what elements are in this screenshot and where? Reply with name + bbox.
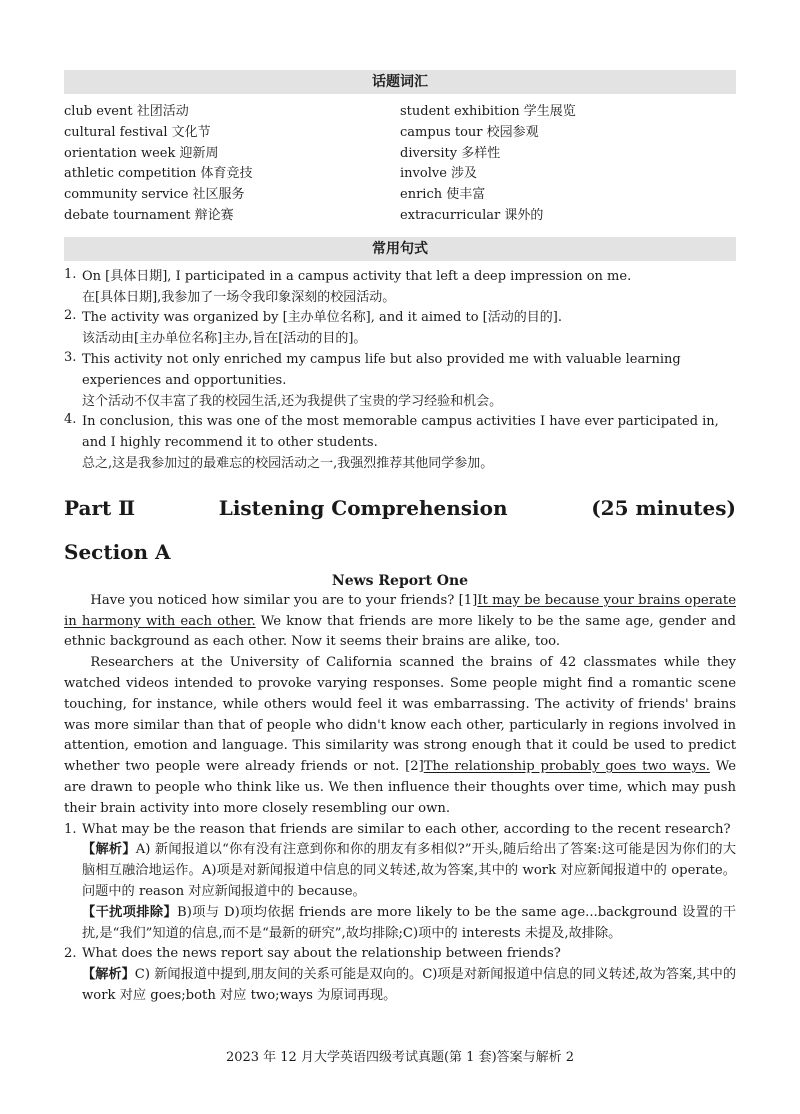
vocab-item: community service 社区服务: [64, 187, 245, 203]
paragraph-text: Have you noticed how similar you are to your friends? [1]: [90, 592, 478, 608]
paragraph-text: Researchers at the University of California scanned the brains of 42 classmates while they watched videos intended to provoke varying responses. Some people might find a romantic scene touching, for instance, while others would feel it was embarrassing. The activity of friends' brains was more similar than that of people who didn't know each other, particularly in regions involved in attention, emotion and language. This similarity was strong enough that it could be used to predict whether two people were already friends or not. [2]: [64, 655, 736, 775]
question-number: 1.: [64, 821, 77, 837]
sentence-chinese: 这个活动不仅丰富了我的校园生活,还为我提供了宝贵的学习经验和机会。: [82, 393, 503, 409]
vocab-item: diversity 多样性: [400, 145, 501, 161]
vocab-left-column: [64, 102, 400, 227]
news-report-title: News Report One: [331, 572, 469, 589]
sentence-english: This activity not only enriched my campus life but also provided me with valuable learning: [82, 351, 681, 367]
page-content: [64, 70, 736, 1007]
page-footer: 2023 年 12 月大学英语四级考试真题(第 1 套)答案与解析 2: [225, 1050, 575, 1065]
distractor-explanation: [64, 903, 736, 945]
sentence-item: [64, 267, 736, 309]
news-paragraph: [64, 591, 736, 653]
paragraph-text: We are drawn to people who think like us. We then influence their thoughts over time, which may push their brain activity into more closely resembling our own.: [64, 759, 736, 816]
news-paragraph: [64, 653, 736, 819]
vocab-list: [64, 102, 736, 227]
part-title: Listening Comprehension: [218, 495, 508, 520]
vocab-item: club event 社团活动: [64, 104, 189, 119]
question-number: 2.: [64, 946, 77, 962]
vocab-right-column: [400, 102, 736, 227]
sentence-number: 2.: [64, 308, 77, 324]
sentence-item: [64, 412, 736, 474]
question-text: What does the news report say about the relationship between friends?: [82, 946, 561, 962]
vocab-item: orientation week 迎新周: [64, 145, 219, 161]
sentence-english-cont: experiences and opportunities.: [82, 372, 287, 388]
sentences-header: 常用句式: [64, 237, 736, 261]
vocab-header: 话题词汇: [64, 70, 736, 94]
explanation-tag: 【解析】: [82, 967, 135, 983]
question: [64, 820, 736, 841]
vocab-item: campus tour 校园参观: [400, 124, 539, 140]
part-label: Part Ⅱ: [64, 495, 136, 520]
explanation: [64, 840, 736, 902]
vocab-item: enrich 使丰富: [400, 187, 486, 203]
question: [64, 944, 736, 965]
explanation-tag: 【解析】: [82, 842, 136, 858]
sentence-number: 3.: [64, 349, 77, 365]
sentence-number: 4.: [64, 412, 77, 428]
sentence-english-cont: and I highly recommend it to other students.: [82, 435, 378, 451]
explanation: [64, 965, 736, 1007]
sentence-item: [64, 308, 736, 350]
sentence-english: In conclusion, this was one of the most memorable campus activities I have ever participated in,: [82, 414, 719, 430]
sentence-chinese: 在[具体日期],我参加了一场令我印象深刻的校园活动。: [82, 289, 396, 305]
vocab-item: involve 涉及: [400, 166, 478, 182]
part-time: (25 minutes): [591, 495, 736, 520]
explanation-text: A) 新闻报道以“你有没有注意到你和你的朋友有多相似?”开头,随后给出了答案:这可能是因为你们的大脑相互融洽地运作。A)项是对新闻报道中信息的同义转述,故为答案,其中的 work 对应新闻报道中的 operate。问题中的 reason 对应新闻报道中的 because。: [82, 842, 737, 899]
sentence-english: On [具体日期], I participated in a campus activity that left a deep impression on me.: [82, 268, 632, 284]
section-heading: Section A: [64, 539, 171, 564]
sentence-list: [64, 267, 736, 475]
sentence-chinese: 总之,这是我参加过的最难忘的校园活动之一,我强烈推荐其他同学参加。: [82, 455, 494, 471]
part-heading: [64, 493, 736, 523]
explanation-tag: 【干扰项排除】: [82, 904, 178, 920]
sentence-english: The activity was organized by [主办单位名称], and it aimed to [活动的目的].: [82, 310, 562, 326]
underlined-answer-text: It may be because your brains operate in harmony with each other.: [64, 592, 736, 629]
explanation-text: C) 新闻报道中提到,朋友间的关系可能是双向的。C)项是对新闻报道中信息的同义转述,故为答案,其中的 work 对应 goes;both 对应 two;ways 为原词再现。: [82, 967, 737, 1003]
sentence-item: [64, 350, 736, 412]
vocab-item: extracurricular 课外的: [400, 207, 544, 223]
vocab-item: student exhibition 学生展览: [400, 104, 576, 119]
sentence-number: 1.: [64, 266, 77, 282]
underlined-answer-text: The relationship probably goes two ways.: [423, 759, 710, 775]
vocab-item: cultural festival 文化节: [64, 124, 211, 140]
paragraph-text: We know that friends are more likely to be the same age, gender and ethnic background as each other. Now it seems their brains are alike, too.: [64, 613, 736, 650]
sentence-chinese: 该活动由[主办单位名称]主办,旨在[活动的目的]。: [82, 331, 367, 347]
vocab-item: athletic competition 体育竞技: [64, 166, 253, 182]
vocab-item: debate tournament 辩论赛: [64, 207, 234, 223]
question-text: What may be the reason that friends are similar to each other, according to the recent research?: [82, 821, 731, 837]
explanation-text: B)项与 D)项均依据 friends are more likely to be the same age...background 设置的干扰,是“我们”知道的信息,而不是“最新的研究”,故均排除;C)项中的 interests 未提及,故排除。: [82, 904, 736, 941]
